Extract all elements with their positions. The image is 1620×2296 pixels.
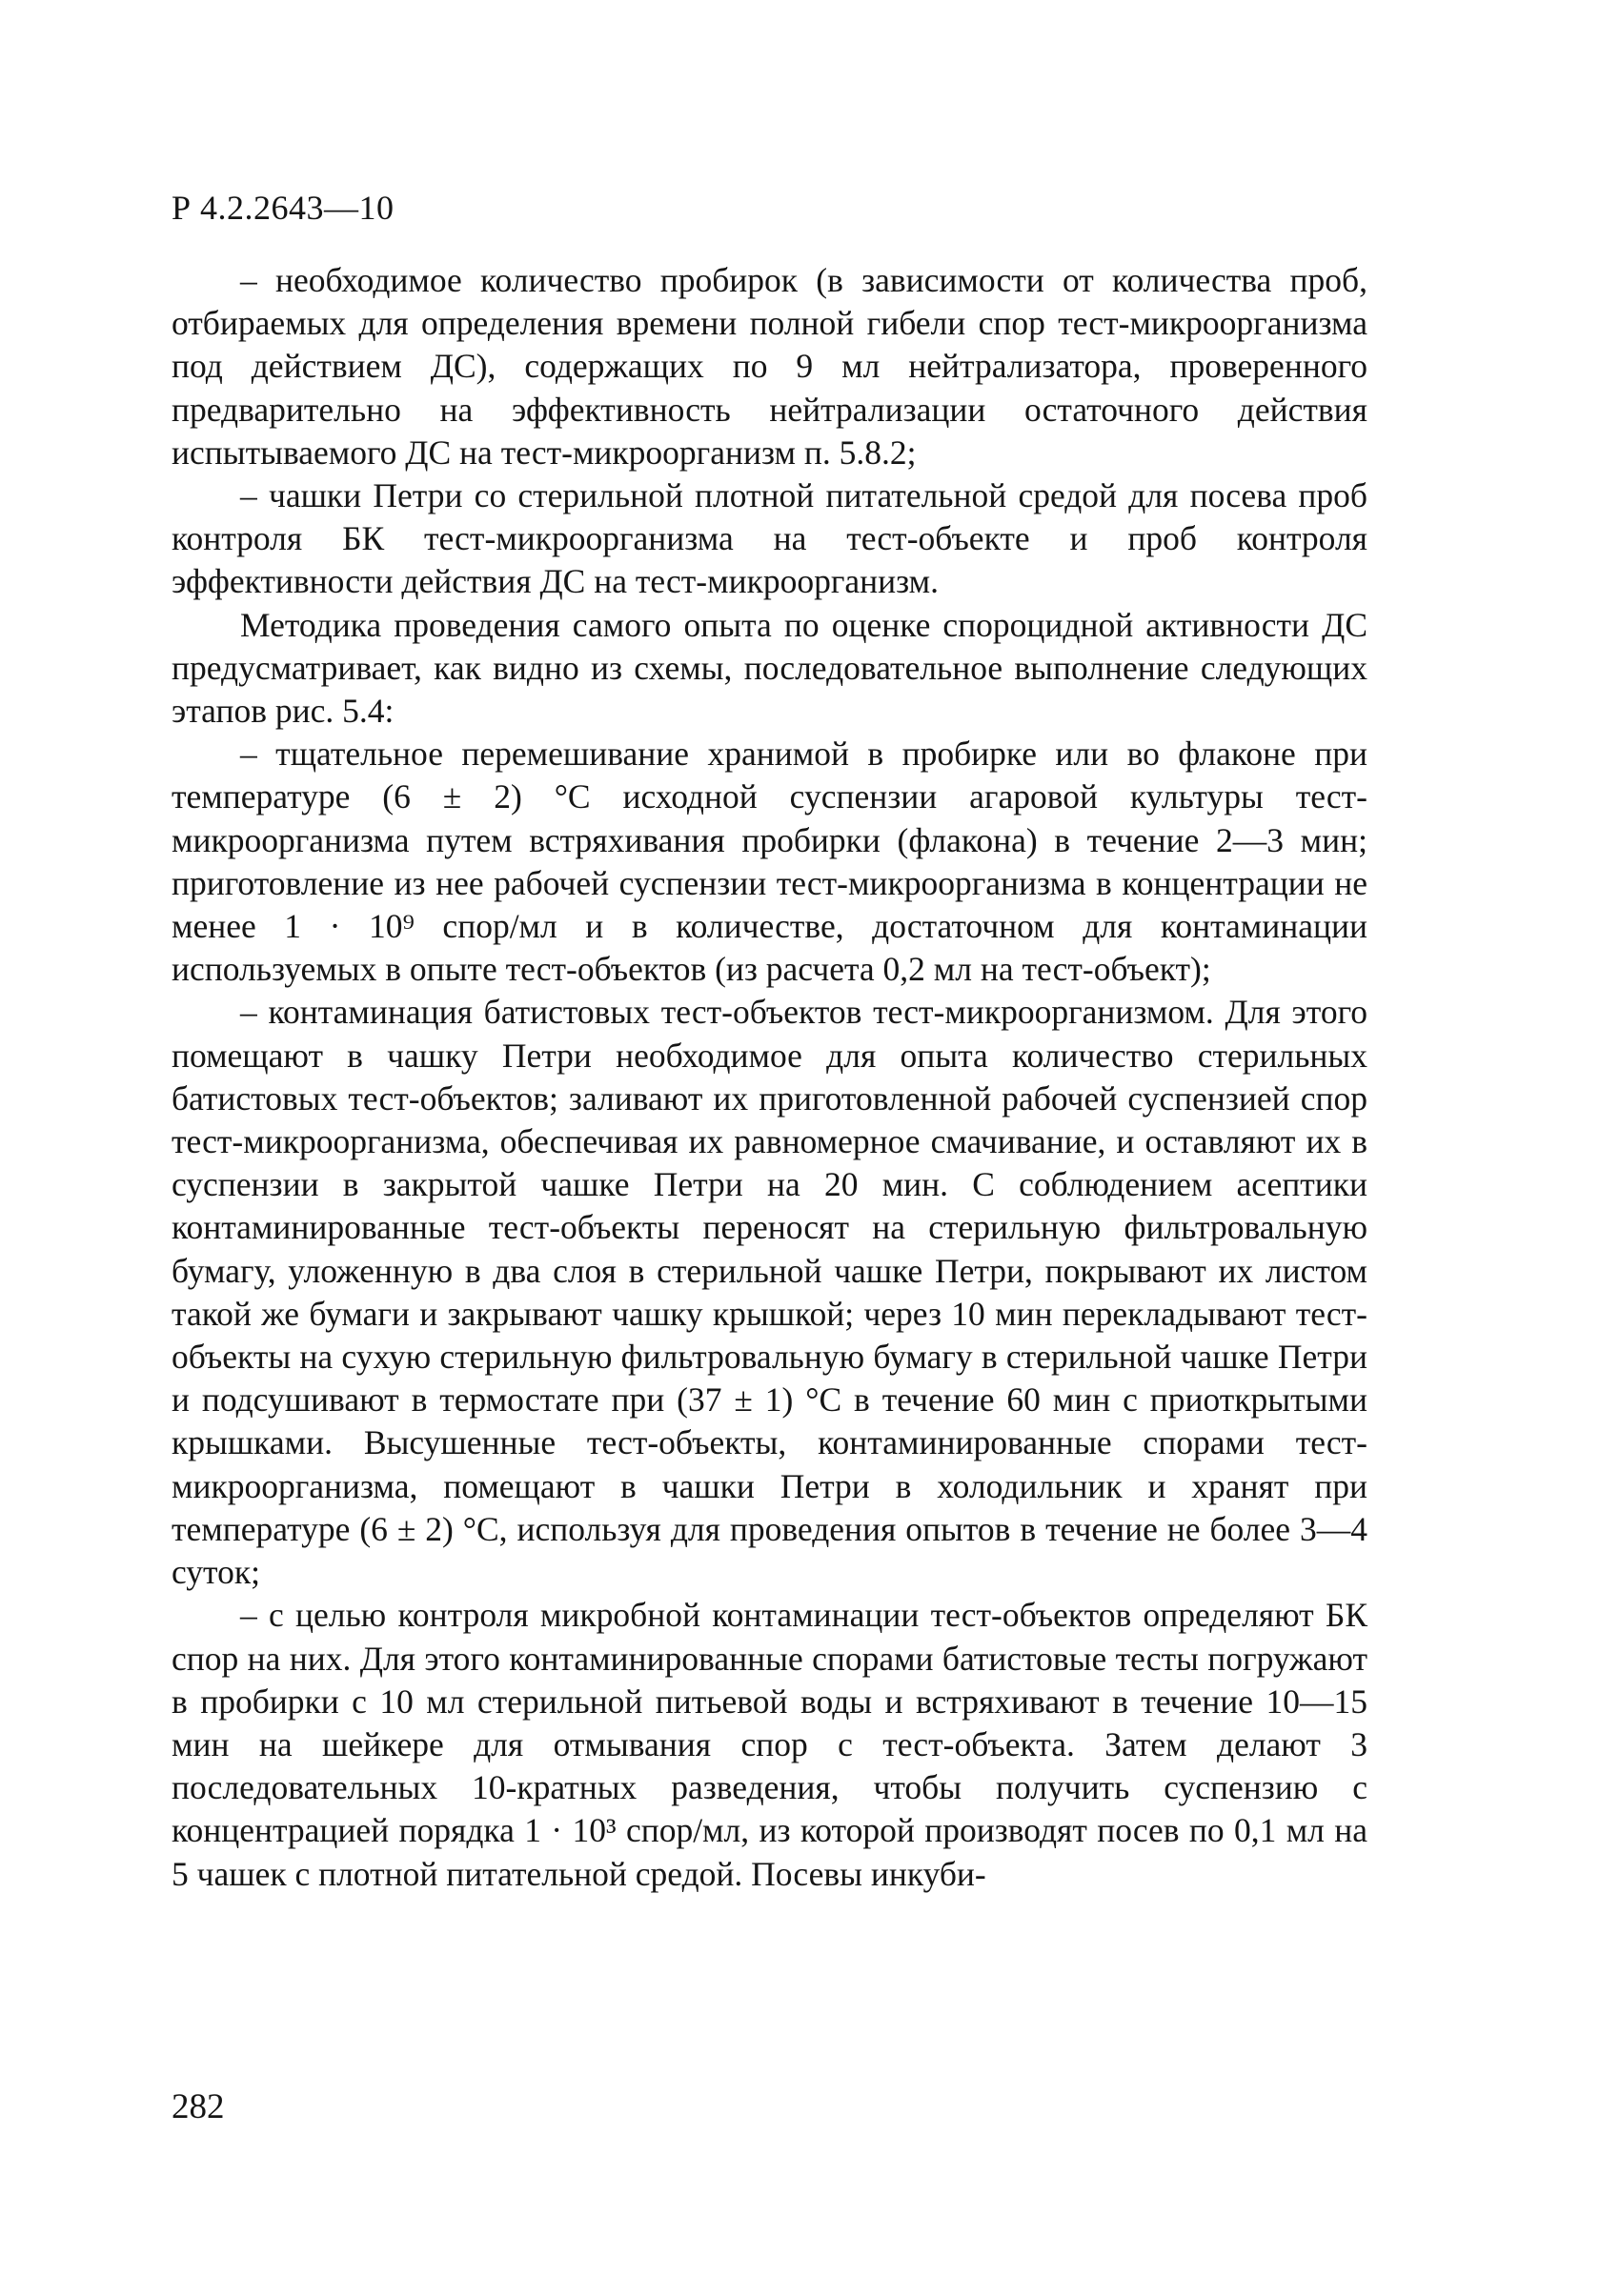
paragraph: – с целью контроля микробной контаминации тест-объектов определяют БК спор на них. Для этого контаминированные спорами батистовые тесты погружают в пробирки с 10 мл стерильной питьевой воды и встряхивают в течение 10—15 мин на шейкере для отмывания спор с тест-объекта. Затем делают 3 последовательных 10-кратных разведения, чтобы получить суспензию с концентрацией порядка 1 · 10³ спор/мл, из которой производят посев по 0,1 мл на 5 чашек с плотной питательной средой. Посевы инкуби- [172,1596,1367,1893]
paragraph: Методика проведения самого опыта по оценке спороцидной активности ДС предусматривает, как видно из схемы, последовательное выполнение следующих этапов рис. 5.4: [172,605,1367,731]
document-header: Р 4.2.2643—10 [172,189,395,227]
paragraph: – чашки Петри со стерильной плотной питательной средой для посева проб контроля БК тест-микроорганизма на тест-объекте и проб контроля эффективности действия ДС на тест-микроорганизм. [172,476,1367,601]
page-number: 282 [172,2087,225,2126]
paragraph: – тщательное перемешивание хранимой в пробирке или во флаконе при температуре (6 ± 2) °С исходной суспензии агаровой культуры тест-микроорганизма путем встряхивания пробирки (флакона) в течение 2—3 мин; приготовление из нее рабочей суспензии тест-микроорганизма в концентрации не менее 1 · 10⁹ спор/мл и в количестве, достаточном для контаминации используемых в опыте тест-объектов (из расчета 0,2 мл на тест-объект); [172,735,1367,989]
paragraph: – необходимое количество пробирок (в зависимости от количества проб, отбираемых для определения времени полной гибели спор тест-микроорганизма под действием ДС), содержащих по 9 мл нейтрализатора, проверенного предварительно на эффективность нейтрализации остаточного действия испытываемого ДС на тест-микроорганизм п. 5.8.2; [172,261,1367,472]
paragraph: – контаминация батистовых тест-объектов тест-микроорганизмом. Для этого помещают в чашку Петри необходимое для опыта количество стерильных батистовых тест-объектов; заливают их приготовленной рабочей суспензией спор тест-микроорганизма, обеспечивая их равномерное смачивание, и оставляют их в суспензии в закрытой чашке Петри на 20 мин. С соблюдением асептики контаминированные тест-объекты переносят на стерильную фильтровальную бумагу, уложенную в два слоя в стерильной чашке Петри, покрывают их листом такой же бумаги и закрывают чашку крышкой; через 10 мин перекладывают тест-объекты на сухую стерильную фильтровальную бумагу в стерильной чашке Петри и подсушивают в термостате при (37 ± 1) °С в течение 60 мин с приоткрытыми крышками. Высушенные тест-объекты, контаминированные спорами тест-микроорганизма, помещают в чашки Петри в холодильник и хранят при температуре (6 ± 2) °С, используя для проведения опытов в течение не более 3—4 суток; [172,993,1367,1592]
document-body [172,259,1367,1896]
